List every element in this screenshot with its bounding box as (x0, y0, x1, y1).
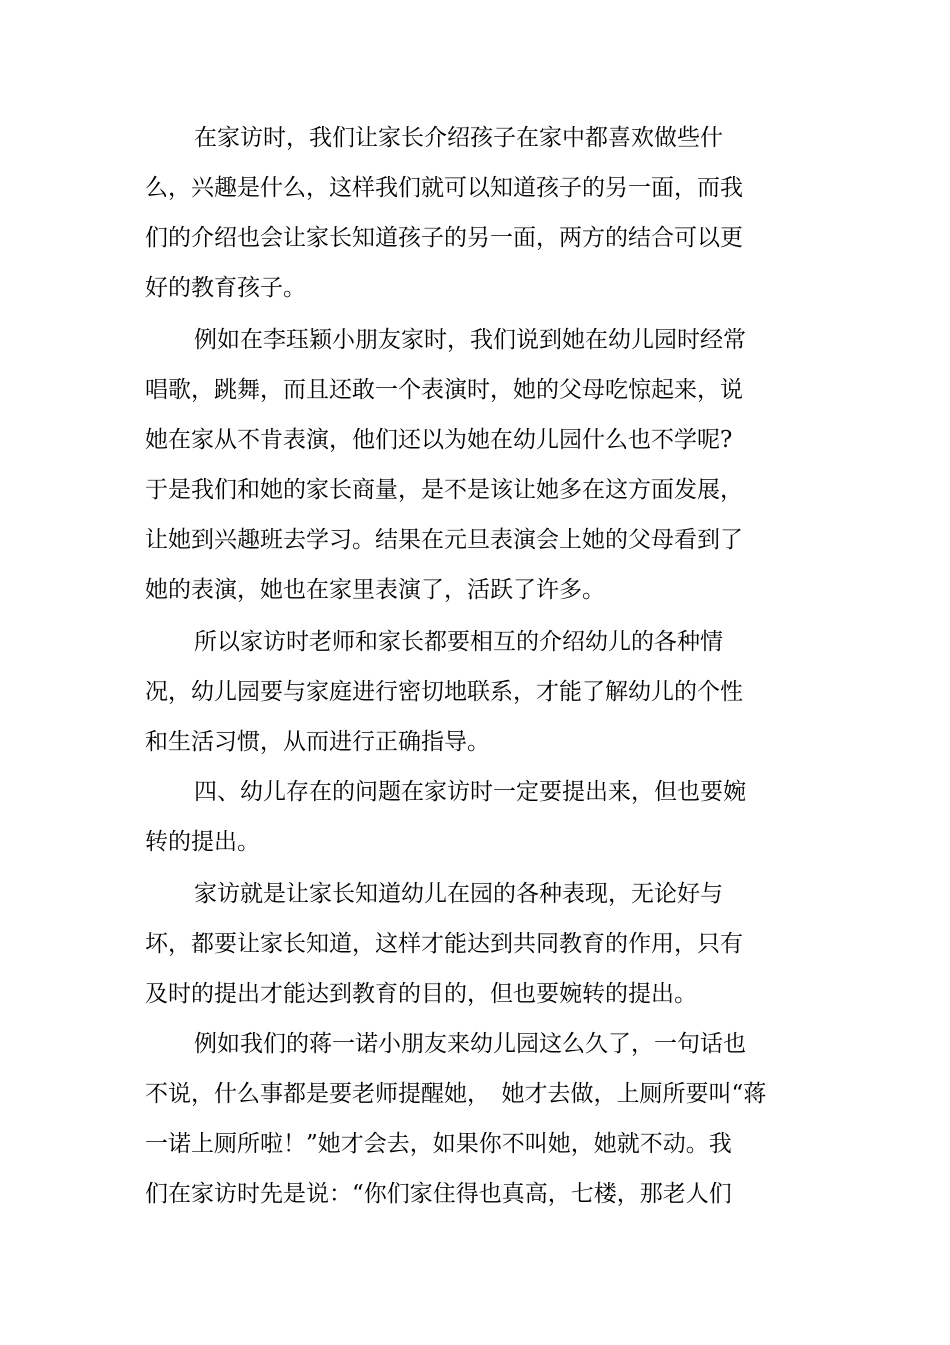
paragraph-line-first: 家访就是让家长知道幼儿在园的各种表现，无论好与 (194, 881, 723, 907)
paragraph-line: 不说，什么事都是要老师提醒她， 她才去做，上厕所要叫“蒋 (145, 1081, 767, 1107)
paragraph-line-first: 四、幼儿存在的问题在家访时一定要提出来，但也要婉 (194, 779, 746, 805)
paragraph-line: 和生活习惯，从而进行正确指导。 (145, 729, 490, 755)
paragraph-line: 唱歌，跳舞，而且还敢一个表演时，她的父母吃惊起来，说 (145, 377, 743, 403)
paragraph-line: 好的教育孩子。 (145, 275, 306, 301)
paragraph-line: 么，兴趣是什么，这样我们就可以知道孩子的另一面，而我 (145, 175, 743, 201)
paragraph-line: 坏，都要让家长知道，这样才能达到共同教育的作用，只有 (145, 931, 743, 957)
paragraph-line: 她的表演，她也在家里表演了，活跃了许多。 (145, 577, 605, 603)
paragraph-line-first: 例如我们的蒋一诺小朋友来幼儿园这么久了，一句话也 (194, 1031, 746, 1057)
paragraph-line: 及时的提出才能达到教育的目的，但也要婉转的提出。 (145, 981, 697, 1007)
paragraph-line: 们的介绍也会让家长知道孩子的另一面，两方的结合可以更 (145, 225, 743, 251)
paragraph-line-first: 所以家访时老师和家长都要相互的介绍幼儿的各种情 (194, 629, 723, 655)
paragraph-line: 让她到兴趣班去学习。结果在元旦表演会上她的父母看到了 (145, 527, 743, 553)
paragraph-line: 转的提出。 (145, 829, 260, 855)
paragraph-line: 一诺上厕所啦！”她才会去，如果你不叫她，她就不动。我 (145, 1131, 732, 1157)
paragraph-line-first: 在家访时，我们让家长介绍孩子在家中都喜欢做些什 (194, 125, 723, 151)
paragraph-line: 于是我们和她的家长商量，是不是该让她多在这方面发展， (145, 477, 743, 503)
paragraph-line: 况，幼儿园要与家庭进行密切地联系，才能了解幼儿的个性 (145, 679, 743, 705)
paragraph-line: 她在家从不肯表演，他们还以为她在幼儿园什么也不学呢? (145, 427, 733, 453)
paragraph-line-first: 例如在李珏颖小朋友家时，我们说到她在幼儿园时经常 (194, 327, 746, 353)
paragraph-line: 们在家访时先是说：“你们家住得也真高，七楼，那老人们 (145, 1181, 732, 1207)
